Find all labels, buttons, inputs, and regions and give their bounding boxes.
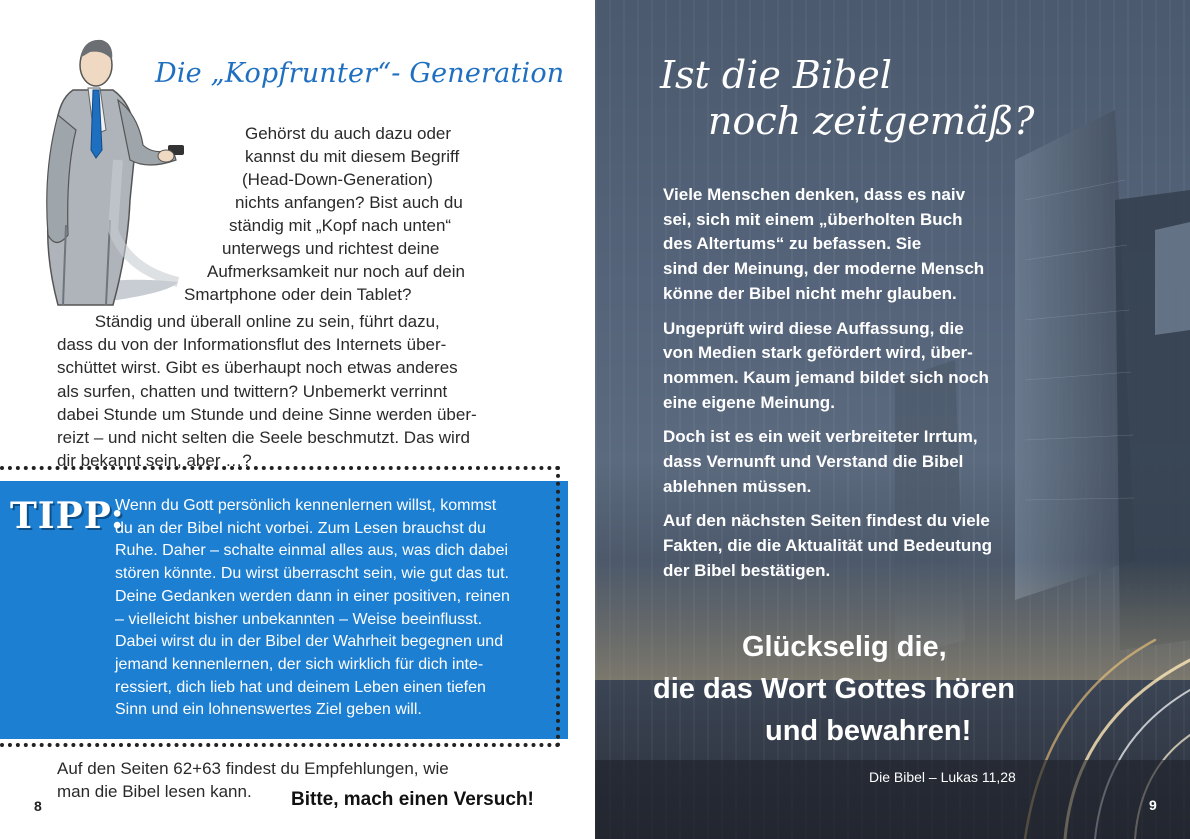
paragraph [663, 317, 1083, 416]
intro-line: Smartphone oder dein Tablet? [184, 285, 412, 304]
dotted-divider-right [556, 466, 560, 747]
paragraph-line: Doch ist es ein weit verbreiteter Irrtum, [663, 427, 978, 447]
tipp-line: Sinn und ein lohnenswertes Ziel geben will. [115, 701, 422, 719]
dotted-divider-top [0, 466, 560, 470]
tipp-line: Dabei wirst du in der Bibel der Wahrheit begegnen und [115, 633, 504, 651]
paragraph-line: der Bibel bestätigen. [663, 560, 831, 580]
paragraph-line: könne der Bibel nicht mehr glauben. [663, 283, 957, 303]
paragraph-line: eine eigene Meinung. [663, 392, 835, 412]
tipp-line: stören könnte. Du wirst überrascht sein, wie gut das tut. [115, 565, 509, 583]
tipp-line: Ruhe. Daher – schalte einmal alles aus, was dich dabei [115, 542, 509, 560]
tipp-line: ressiert, dich lieb hat und deinem Leben einen tiefen [115, 678, 486, 696]
intro-line: nichts anfangen? Bist auch du [235, 193, 463, 212]
intro-line: unterwegs und richtest deine [222, 239, 440, 258]
paragraph-line: von Medien stark gefördert wird, über- [663, 343, 973, 363]
paragraph-line: Fakten, die die Aktualität und Bedeutung [663, 536, 993, 556]
bible-quote [595, 626, 1190, 752]
body-line: dabei Stunde um Stunde und deine Sinne werden über- [57, 404, 477, 424]
body-line: schüttet wirst. Gibt es überhaupt noch etwas anderes [57, 358, 458, 378]
body-paragraph [57, 310, 537, 472]
title-line: Ist die Bibel [660, 53, 892, 97]
paragraph [663, 425, 1083, 499]
body-line: dass du von der Informationsflut des Internets über- [57, 335, 447, 355]
paragraph [663, 509, 1083, 583]
intro-line: kannst du mit diesem Begriff [245, 147, 460, 166]
quote-source: Die Bibel – Lukas 11,28 [869, 769, 1016, 785]
quote-line: Glückselig die, [742, 631, 947, 663]
paragraph-line: des Altertums“ zu befassen. Sie [663, 234, 922, 254]
page-number-left: 8 [34, 798, 42, 814]
tipp-line: – vielleicht bisher unbekannten – Weise beeinflusst. [115, 610, 483, 628]
page-number-right: 9 [1149, 797, 1157, 813]
tipp-line: Deine Gedanken werden dann in einer positiven, reinen [115, 587, 510, 605]
body-line: reizt – und nicht selten die Seele beschmutzt. Das wird [57, 428, 470, 448]
title-line: noch zeitgemäß? [708, 99, 1035, 143]
tipp-text [115, 495, 555, 722]
paragraph-line: nommen. Kaum jemand bildet sich noch [663, 367, 989, 387]
body-line: als surfen, chatten und twittern? Unbemerkt verrinnt [57, 381, 448, 401]
intro-line: Aufmerksamkeit nur noch auf dein [207, 262, 465, 281]
paragraph-line: sei, sich mit einem „überholten Buch [663, 209, 963, 229]
paragraph-line: sind der Meinung, der moderne Mensch [663, 259, 985, 279]
right-page [595, 0, 1190, 839]
intro-line: ständig mit „Kopf nach unten“ [229, 216, 452, 235]
tipp-line: jemand kennenlernen, der sich wirklich für dich inte- [115, 655, 484, 673]
tipp-line: du an der Bibel nicht vorbei. Zum Lesen brauchst du [115, 519, 486, 537]
right-body-text [663, 183, 1083, 594]
paragraph-line: Ungeprüft wird diese Auffassung, die [663, 318, 964, 338]
quote-line: und bewahren! [765, 715, 972, 747]
page-title-right [660, 52, 1034, 144]
footer-line: Auf den Seiten 62+63 findest du Empfehlungen, wie [57, 759, 449, 778]
paragraph-line: dass Vernunft und Verstand die Bibel [663, 452, 964, 472]
body-line: Ständig und überall online zu sein, führt dazu, [57, 312, 440, 331]
dotted-divider-bottom [0, 743, 560, 747]
quote-line: die das Wort Gottes hören [653, 673, 1016, 705]
call-to-action: Bitte, mach einen Versuch! [291, 789, 534, 810]
body-line: dir bekannt sein, aber …? [57, 451, 252, 471]
paragraph-line: Viele Menschen denken, dass es naiv [663, 185, 966, 204]
footer-line: man die Bibel lesen kann. [57, 782, 252, 801]
tipp-line: Wenn du Gott persönlich kennenlernen willst, kommst [115, 497, 497, 514]
paragraph-line: ablehnen müssen. [663, 476, 812, 496]
intro-line: Gehörst du auch dazu oder [245, 124, 452, 143]
page-title-left: Die „Kopfrunter“- Generation [155, 58, 565, 89]
intro-line: (Head-Down-Generation) [242, 170, 433, 189]
paragraph-line: Auf den nächsten Seiten findest du viele [663, 511, 990, 531]
paragraph [663, 183, 1083, 307]
tipp-label: TIPP: [10, 495, 125, 537]
